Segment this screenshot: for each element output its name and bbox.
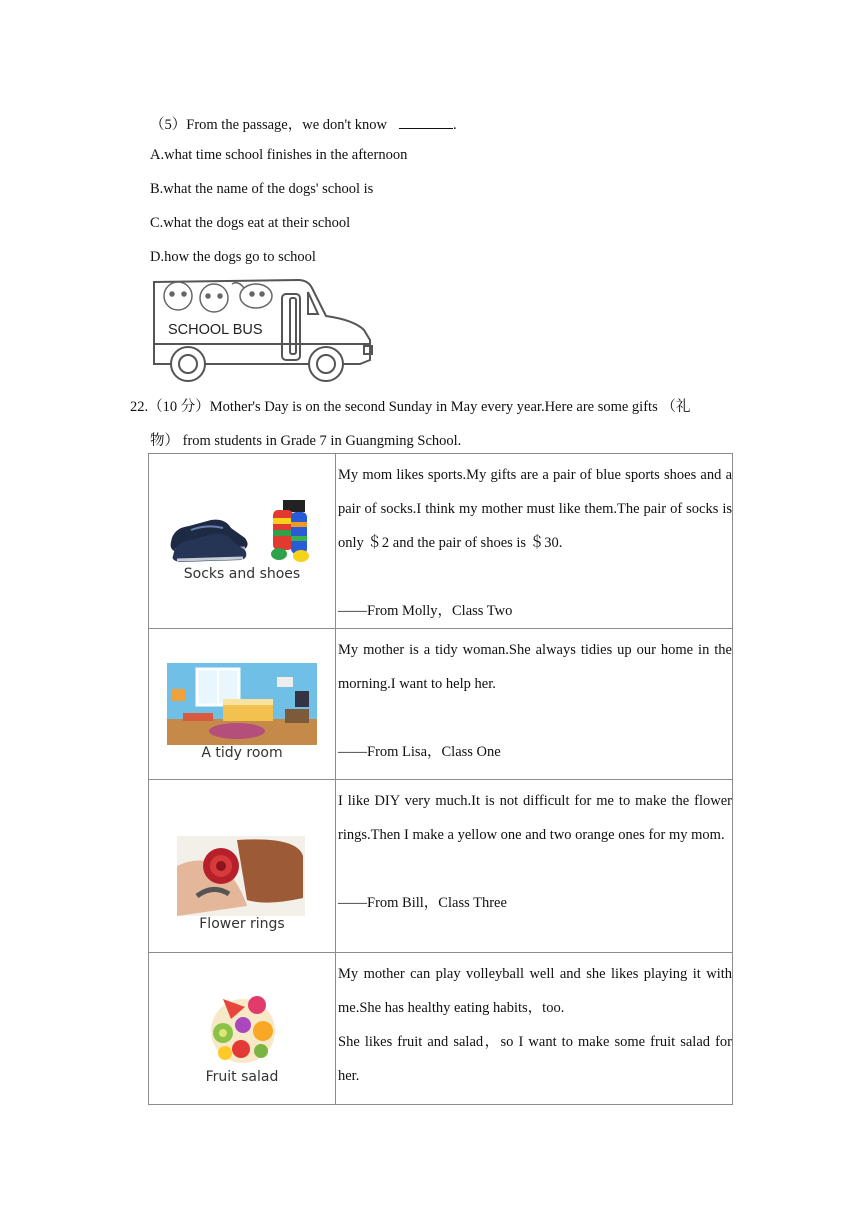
gift-signature: ——From Molly，Class Two xyxy=(338,603,513,619)
gift-description: My mother can play volleyball well and she likes playing it with me.She has healthy eating habits，too. xyxy=(338,966,732,1016)
gift-description: My mom likes sports.My gifts are a pair of blue sports shoes and a pair of socks.I think my mother must like them.The pair of socks is only ＄2 and the pair of shoes is ＄30. xyxy=(338,467,732,551)
gift-caption: Fruit salad xyxy=(205,1069,279,1085)
gift-row-flower-rings xyxy=(149,780,733,953)
gift-description-cell xyxy=(336,629,733,780)
answer-blank xyxy=(399,114,453,129)
gift-signature: ——From Bill，Class Three xyxy=(338,895,507,911)
gift-description-cell xyxy=(336,454,733,629)
option-a: A.what time school finishes in the afternoon xyxy=(150,147,408,163)
gift-row-fruit-salad xyxy=(149,953,733,1105)
option-c: C.what the dogs eat at their school xyxy=(150,215,351,231)
question-5-stem-text: （5）From the passage，we don't know xyxy=(150,117,387,133)
school-bus-illustration xyxy=(148,274,376,384)
gift-picture-cell xyxy=(149,454,336,629)
gift-signature: ——From Lisa，Class One xyxy=(338,744,501,760)
question-22-intro-cont: 物） from students in Grade 7 in Guangming School. xyxy=(150,433,462,449)
question-5-period: . xyxy=(453,117,457,133)
tidy-room-icon xyxy=(167,663,317,745)
gift-row-tidy-room xyxy=(149,629,733,780)
flower-ring-icon xyxy=(177,836,305,916)
gift-picture-cell xyxy=(149,629,336,780)
question-22-intro: 22.（10 分）Mother's Day is on the second Sunday in May every year.Here are some gifts （礼 xyxy=(130,399,691,415)
gifts-table xyxy=(148,453,733,1105)
gift-caption: A tidy room xyxy=(201,745,283,761)
gift-description: My mother is a tidy woman.She always tidies up our home in the morning.I want to help her. xyxy=(338,642,732,692)
gift-caption: Flower rings xyxy=(199,916,285,932)
option-b: B.what the name of the dogs' school is xyxy=(150,181,374,197)
gift-picture-cell xyxy=(149,953,336,1105)
gift-description-2: She likes fruit and salad，so I want to make some fruit salad for her. xyxy=(338,1034,732,1084)
socks-shoes-icon xyxy=(167,498,317,570)
gift-picture-cell xyxy=(149,780,336,953)
gift-description-cell xyxy=(336,953,733,1105)
bus-label: SCHOOL BUS xyxy=(168,322,263,338)
gift-description: I like DIY very much.It is not difficult for me to make the flower rings.Then I make a yellow one and two orange ones for my mom. xyxy=(338,793,732,843)
gift-caption: Socks and shoes xyxy=(183,566,301,582)
gift-row-socks-shoes xyxy=(149,454,733,629)
option-d: D.how the dogs go to school xyxy=(150,249,316,265)
gift-description-cell xyxy=(336,780,733,953)
question-5-stem xyxy=(150,113,457,134)
fruit-salad-icon xyxy=(201,989,285,1069)
